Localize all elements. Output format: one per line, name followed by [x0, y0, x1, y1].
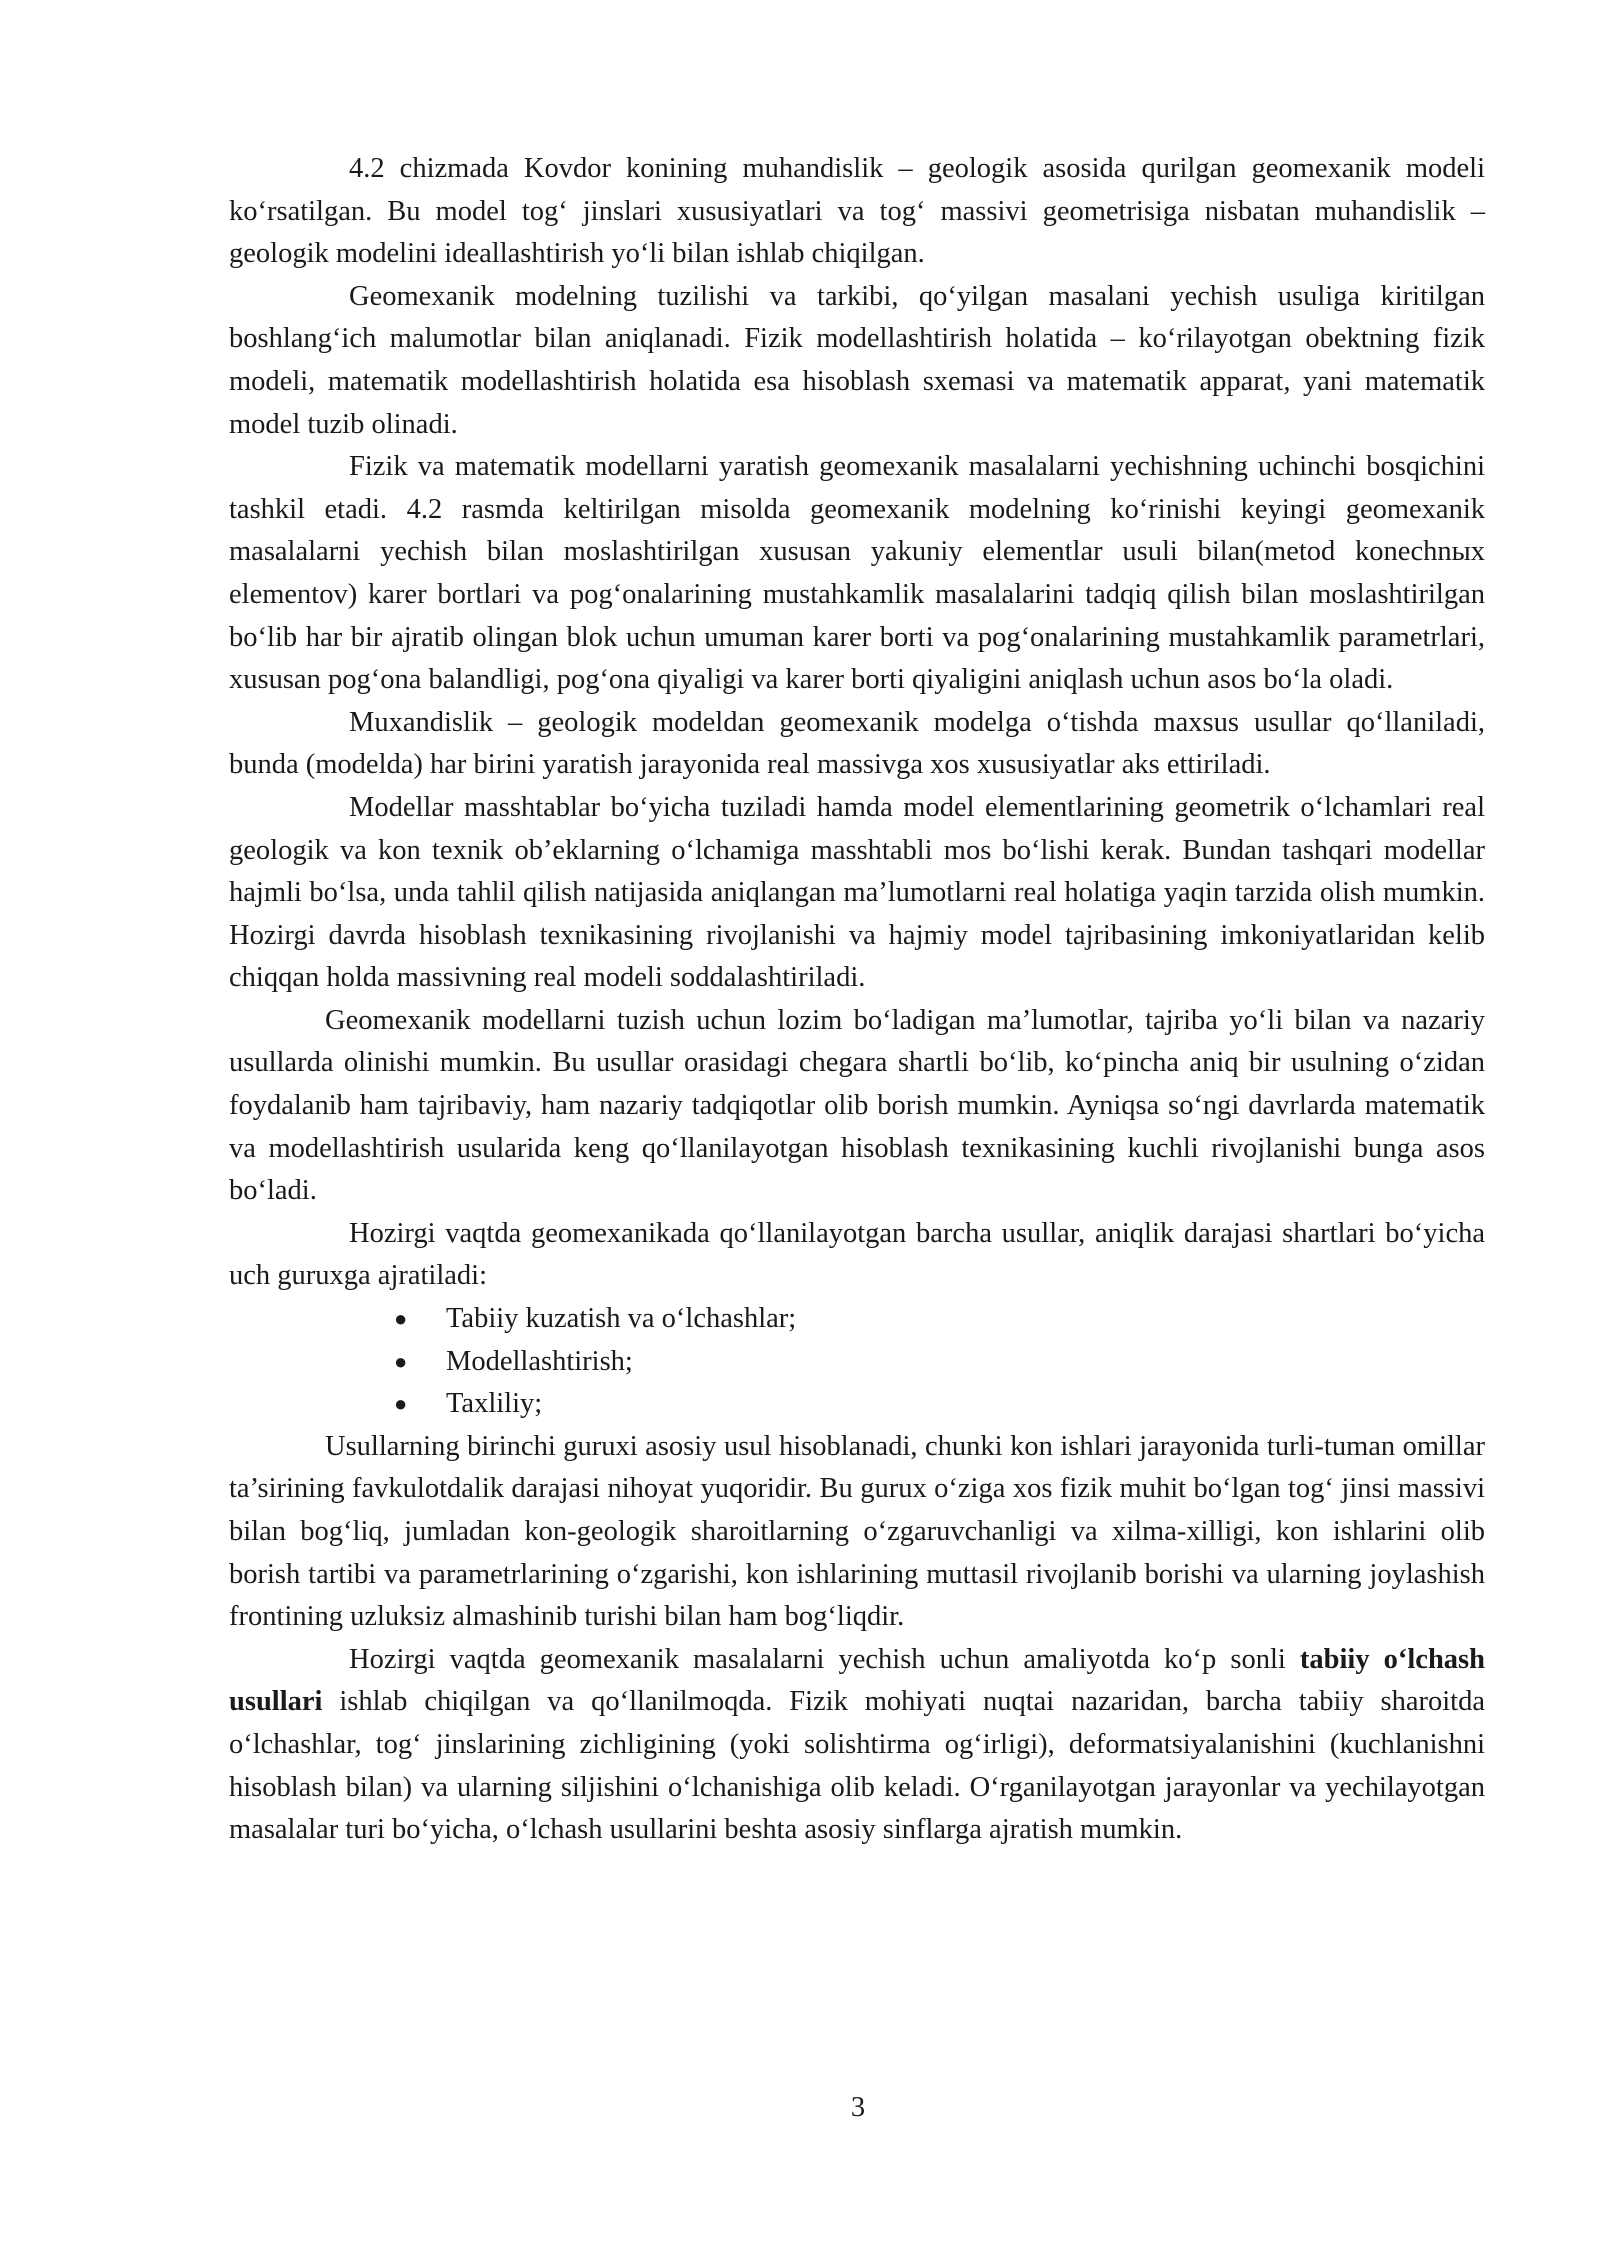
page-number: 3: [850, 2092, 866, 2123]
list-item: [394, 1298, 1485, 1341]
paragraph-6: Geomexanik modellarni tuzish uchun lozim bo‘ladigan ma’lumotlar, tajriba yo‘li bilan va nazariy usullarda olinishi mumkin. Bu usullar orasidagi chegara shartli bo‘lib, ko‘pincha aniq bir usulning o‘zidan foydalanib ham tajribaviy, ham nazariy tadqiqotlar olib borish mumkin. Ayniqsa so‘ngi davrlarda matematik va modellashtirish usularida keng qo‘llanilayotgan hisoblash texnikasining kuchli rivojlanishi bunga asos bo‘ladi.: [229, 1004, 1485, 1207]
paragraph-9: [229, 1639, 1485, 1852]
methods-list: [229, 1298, 1485, 1426]
list-item-text: Tabiiy kuzatish va o‘lchashlar;: [446, 1303, 797, 1335]
paragraph-3: Fizik va matematik modellarni yaratish geomexanik masalalarni yechishning uchinchi bosqichini tashkil etadi. 4.2 rasmda keltirilgan misolda geomexanik modelning ko‘rinishi keyingi geomexanik masalalarni yechish bilan moslashtirilgan xususan yakuniy elementlar usuli bilan(metod konechnых elementov) karer bortlari va pog‘onalarining mustahkamlik masalalarini tadqiq qilish bilan moslashtirilgan bo‘lib har bir ajratib olingan blok uchun umuman karer borti va pog‘onalarining mustahkamlik parametrlari, xususan pog‘ona balandligi, pog‘ona qiyaligi va karer borti qiyaligini aniqlash uchun asos bo‘la oladi.: [229, 451, 1485, 696]
bullet-icon: ●: [394, 1348, 408, 1374]
bold-term: tabiiy o‘lchash usullari: [229, 1643, 1485, 1718]
paragraph-9-start: Hozirgi vaqtda geomexanik masalalarni yechish uchun amaliyotda ko‘p sonli: [349, 1643, 1300, 1675]
paragraph-4: Muxandislik – geologik modeldan geomexanik modelga o‘tishda maxsus usullar qo‘llaniladi, bunda (modelda) har birini yaratish jarayonida real massivga xos xususiyatlar aks ettiriladi.: [229, 706, 1485, 781]
paragraph-2: Geomexanik modelning tuzilishi va tarkibi, qo‘yilgan masalani yechish usuliga kiritilgan boshlang‘ich malumotlar bilan aniqlanadi. Fizik modellashtirish holatida – ko‘rilayotgan obektning fizik modeli, matematik modellashtirish holatida esa hisoblash sxemasi va matematik apparat, yani matematik model tuzib olinadi.: [229, 280, 1485, 440]
list-item-text: Modellashtirish;: [446, 1345, 633, 1377]
list-item: [394, 1341, 1485, 1384]
document-page: [229, 148, 1485, 1852]
paragraph-9-end: ishlab chiqilgan va qo‘llanilmoqda. Fizik mohiyati nuqtai nazaridan, barcha tabiiy sharoitda o‘lchashlar, tog‘ jinslarining zichligining (yoki solishtirma og‘irligi), deformatsiyalanishini (kuchlanishni hisoblash bilan) va ularning siljishini o‘lchanishiga olib keladi. O‘rganilayotgan jarayonlar va yechilayotgan masalalar turi bo‘yicha, o‘lchash usullarini beshta asosiy sinflarga ajratish mumkin.: [229, 1686, 1485, 1846]
bullet-icon: ●: [394, 1391, 408, 1417]
list-item-text: Taxliliy;: [446, 1388, 543, 1420]
bullet-icon: ●: [394, 1306, 408, 1332]
paragraph-7: Hozirgi vaqtda geomexanikada qo‘llanilayotgan barcha usullar, aniqlik darajasi shartlari bo‘yicha uch guruxga ajratiladi:: [229, 1217, 1485, 1292]
paragraph-5: Modellar masshtablar bo‘yicha tuziladi hamda model elementlarining geometrik o‘lchamlari real geologik va kon texnik ob’eklarning o‘lchamiga masshtabli mos bo‘lishi kerak. Bundan tashqari modellar hajmli bo‘lsa, unda tahlil qilish natijasida aniqlangan ma’lumotlarni real holatiga yaqin tarzida olish mumkin. Hozirgi davrda hisoblash texnikasining rivojlanishi va hajmiy model tajribasining imkoniyatlaridan kelib chiqqan holda massivning real modeli soddalashtiriladi.: [229, 791, 1485, 994]
paragraph-8: Usullarning birinchi guruxi asosiy usul hisoblanadi, chunki kon ishlari jarayonida turli-tuman omillar ta’sirining favkulotdalik darajasi nihoyat yuqoridir. Bu gurux o‘ziga xos fizik muhit bo‘lgan tog‘ jinsi massivi bilan bog‘liq, jumladan kon-geologik sharoitlarning o‘zgaruvchanligi va xilma-xilligi, kon ishlarini olib borish tartibi va parametrlarining o‘zgarishi, kon ishlarining muttasil rivojlanib borishi va ularning joylashish frontining uzluksiz almashinib turishi bilan ham bog‘liqdir.: [229, 1430, 1485, 1633]
paragraph-1: 4.2 chizmada Kovdor konining muhandislik – geologik asosida qurilgan geomexanik modeli ko‘rsatilgan. Bu model tog‘ jinslari xususiyatlari va tog‘ massivi geometrisiga nisbatan muhandislik – geologik modelini ideallashtirish yo‘li bilan ishlab chiqilgan.: [229, 153, 1485, 270]
list-item: [394, 1383, 1485, 1426]
